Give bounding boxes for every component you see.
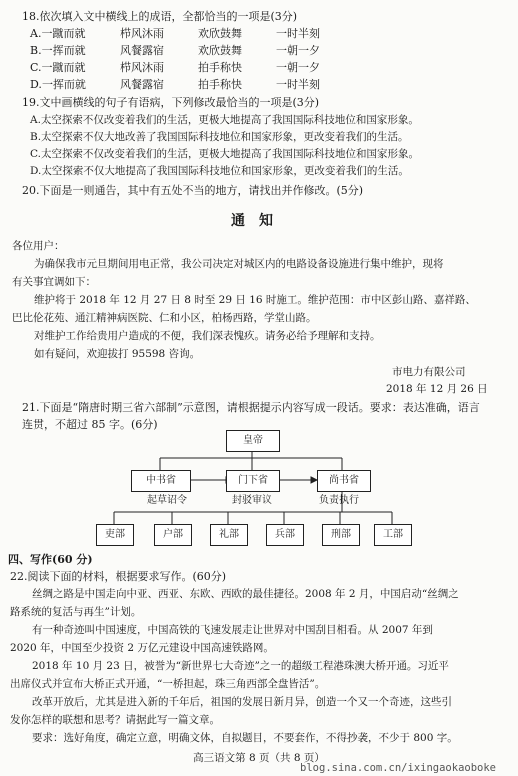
notice-line: 有关事宜调如下： [12,276,96,288]
q19-option-c: C.太空探索不仅改变着我们的生活，更极大地提高了我国国际科技地位和国家形象。 [30,148,419,160]
material-line: 发你怎样的联想和思考？请据此写一篇文章。 [10,714,220,726]
diagram-node-shangshu: 尚书省 [317,470,371,492]
diagram-node-bingbu: 兵部 [266,524,304,546]
material-line: 2020 年，中国至少投资 2 万亿元建设中国高速铁路网。 [10,642,274,654]
material-line: 路系统的复活与再生”计划。 [10,606,142,618]
notice-date: 2018 年 12 月 26 日 [386,383,488,395]
material-line: 出席仪式并宣布大桥正式开通，“一桥担起，珠三角西部全盘皆活”。 [10,678,326,690]
material-line: 有一种奇迹叫中国速度，中国高铁的飞速发展走让世界对中国刮目相看。从 2007 年到 [32,624,433,636]
notice-signer: 市电力有限公司 [392,366,466,378]
page-footer: 高三语文第 8 页（共 8 页） [193,752,325,764]
diagram-node-menxia: 门下省 [226,470,280,492]
q21-stem-line: 连贯，不超过 85 字。(6分) [22,418,158,431]
material-line: 丝绸之路是中国走向中亚、西亚、东欧、西欧的最佳捷径。2008 年 2 月，中国启动“丝绸之 [32,588,459,600]
notice-line: 如有疑问，欢迎拔打 95598 咨询。 [34,348,201,360]
diagram-node-zhongshu: 中书省 [131,470,191,492]
diagram-node-gongbu: 工部 [374,524,412,546]
watermark-url: blog.sina.com.cn/ixingaokaoboke [300,762,496,774]
notice-line: 巴比伦花苑、通江精神病医院、仁和小区，柏杨西路，学堂山路。 [12,312,317,324]
q19-option-b: B.太空探索不仅大地改善了我国国际科技地位和国家形象，更改变着我们的生活。 [30,131,409,143]
notice-line: 对维护工作给贵用户造成的不便，我们深表愧疚。请务必给予理解和支持。 [34,330,381,342]
diagram-node-hubu: 户部 [154,524,192,546]
q18-option-a: A.一蹴而就 栉风沐雨 欢欣鼓舞 一时半刻 [30,27,320,40]
diagram-label-execute: 负责执行 [319,495,359,506]
notice-line: 维护将于 2018 年 12 月 27 日 8 时至 29 日 16 时施工。维护范围：市中区彭山路、嘉祥路、 [34,294,476,306]
diagram-node-libu-rites: 礼部 [210,524,248,546]
q22-stem: 22.阅读下面的材料，根据要求写作。(60分) [10,570,227,583]
notice-greeting: 各位用户： [12,240,65,252]
diagram-node-emperor: 皇帝 [226,430,280,452]
diagram-label-review: 封驳审议 [232,495,272,506]
diagram-node-libu: 吏部 [96,524,134,546]
diagram-node-xingbu: 刑部 [322,524,360,546]
notice-title: 通知 [231,213,287,229]
q20-stem: 20.下面是一则通告，其中有五处不当的地方，请找出并作修改。(5分) [22,184,364,197]
writing-requirements: 要求：选好角度，确定立意，明确文体，自拟题目，不要套作，不得抄袭，不少于 800 字。 [32,732,458,744]
diagram-label-draft: 起草诏令 [147,495,187,506]
q19-option-d: D.太空探索不仅大地提高了我国国际科技地位和国家形象，更改变着我们的生活。 [30,165,409,177]
q18-option-d: D.一挥而就 风餐露宿 拍手称快 一时半刻 [30,78,320,91]
material-line: 改革开放后，尤其是进入新的千年后，祖国的发展日新月异，创造一个又一个奇迹，这些引 [32,696,452,708]
q18-stem: 18.依次填入文中横线上的成语，全都恰当的一项是(3分) [22,10,298,23]
section-heading: 四、写作(60 分) [8,553,93,566]
notice-line: 为确保我市元旦期间用电正常，我公司决定对城区内的电路设备设施进行集中维护，现将 [34,258,444,270]
q18-option-c: C.一蹴而就 栉风沐雨 拍手称快 一朝一夕 [30,61,320,74]
q19-stem: 19.文中画横线的句子有语病，下列修改最恰当的一项是(3分) [22,96,320,109]
material-line: 2018 年 10 月 23 日，被誉为“新世界七大奇迹”之一的超级工程港珠澳大桥开通。习近平 [32,660,449,672]
q18-option-b: B.一挥而就 风餐露宿 欢欣鼓舞 一朝一夕 [30,44,320,57]
q21-stem-line: 21.下面是“隋唐时期三省六部制”示意图，请根据提示内容写成一段话。要求：表达准确，语言 [22,401,480,414]
q19-option-a: A.太空探索不仅改变着我们的生活，更极大地提高了我国国际科技地位和国家形象。 [30,114,419,126]
